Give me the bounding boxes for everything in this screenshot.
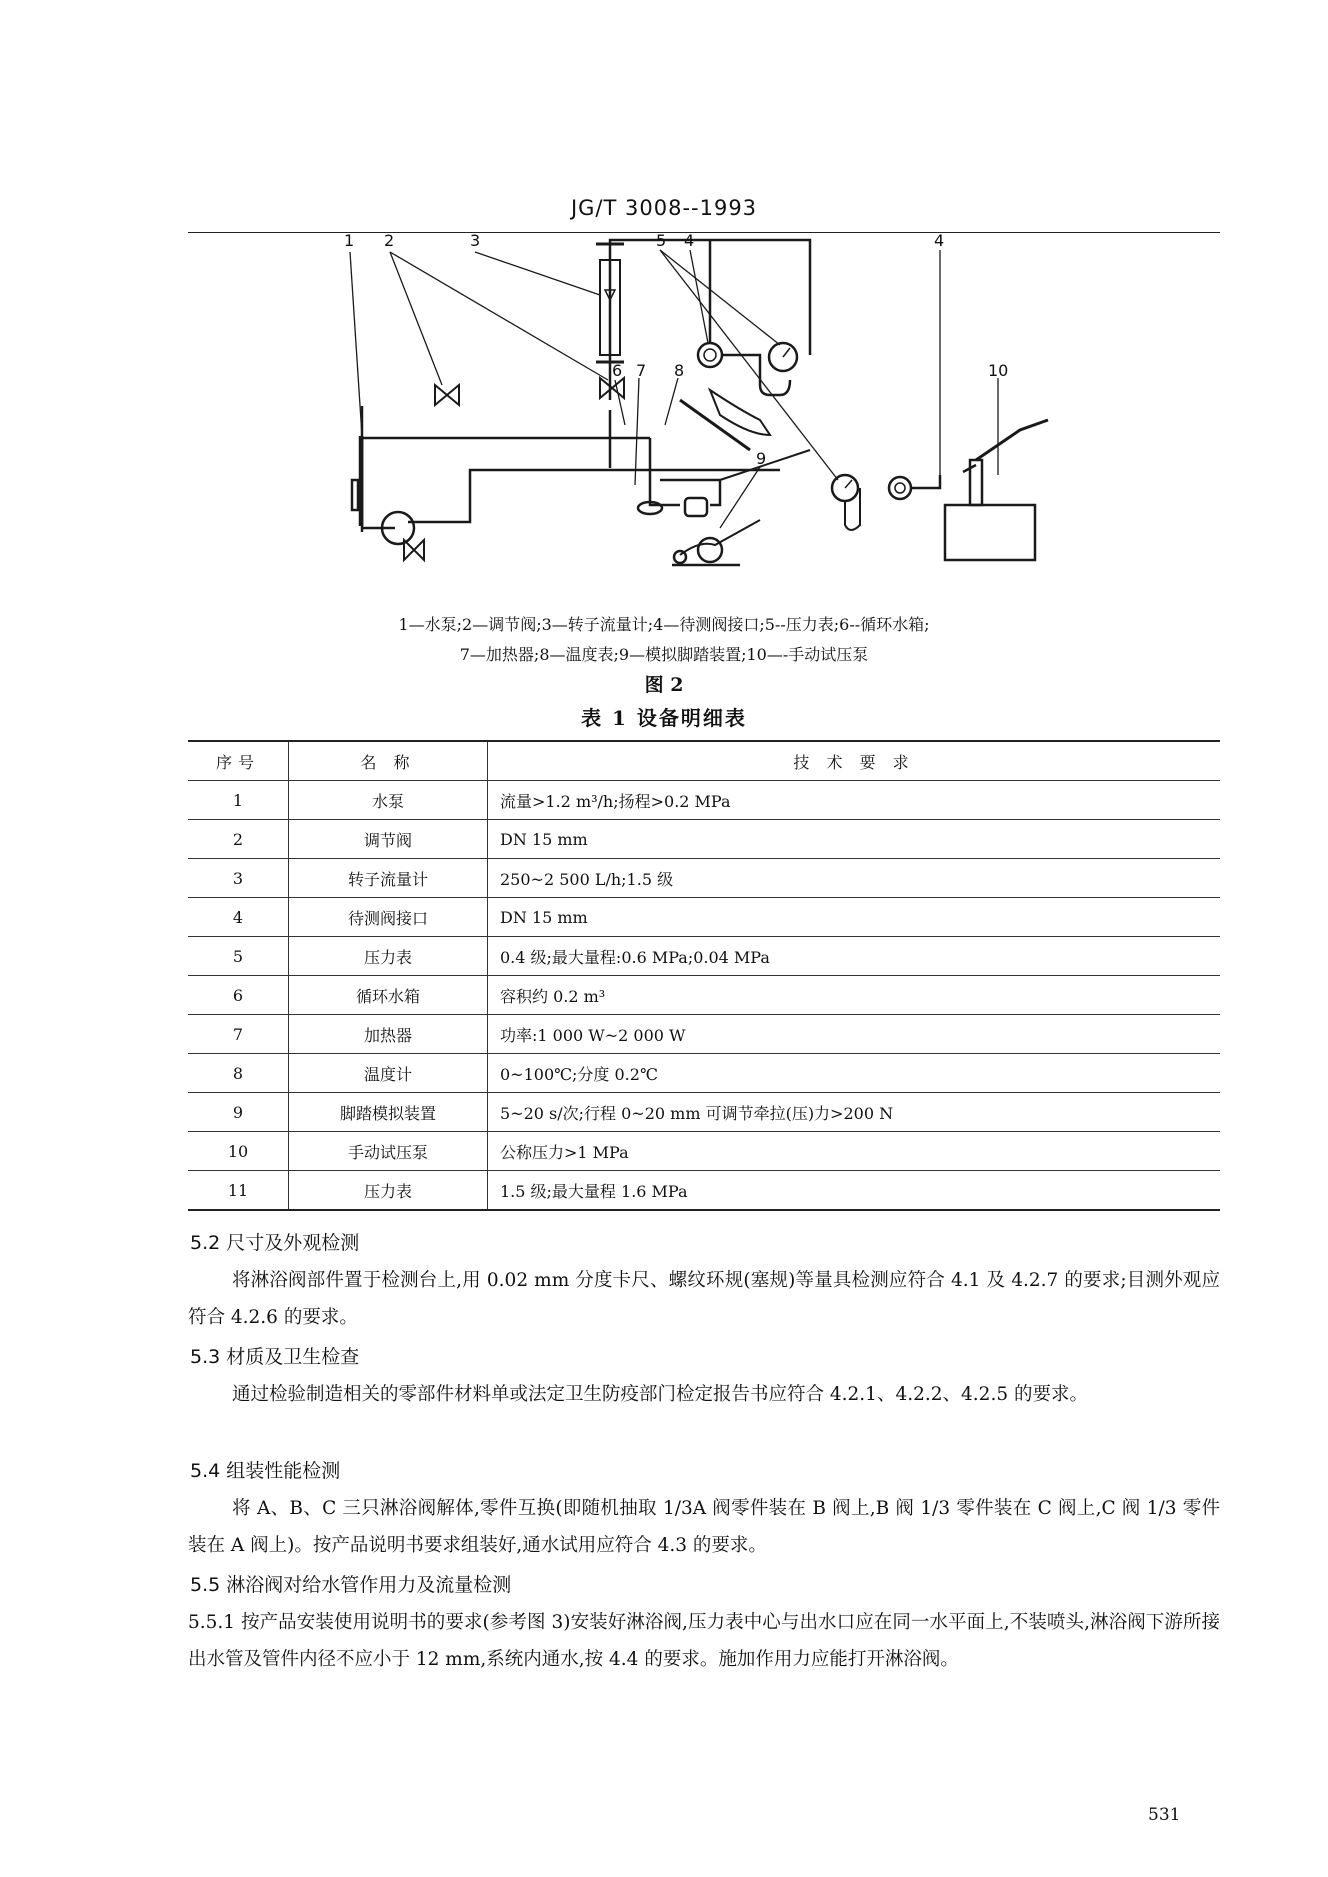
cell-index: 9 <box>188 1093 289 1132</box>
figure-label-9: 9 <box>756 449 767 468</box>
figure-label-8: 8 <box>674 361 685 380</box>
cell-name: 转子流量计 <box>289 859 488 898</box>
cell-requirement: 1.5 级;最大量程 1.6 MPa <box>488 1171 1221 1211</box>
table-row <box>188 1015 1220 1054</box>
table-row <box>188 820 1220 859</box>
figure-legend-line-1: 1—水泵;2—调节阀;3—转子流量计;4—待测阀接口;5--压力表;6--循环水箱; <box>398 615 930 634</box>
cell-requirement: 容积约 0.2 m³ <box>488 976 1221 1015</box>
figure-label-5: 5 <box>656 231 667 250</box>
cell-requirement: 0.4 级;最大量程:0.6 MPa;0.04 MPa <box>488 937 1221 976</box>
cell-index: 4 <box>188 898 289 937</box>
cell-index: 7 <box>188 1015 289 1054</box>
section-5-4-text: 将 A、B、C 三只淋浴阀解体,零件互换(即随机抽取 1/3A 阀零件装在 B 阀上,B 阀 1/3 零件装在 C 阀上,C 阀 1/3 零件装在 A 阀上)。按产品说明书要求组装好,通水试用应符合 4.3 的要求。 <box>188 1498 1220 1556</box>
figure-label-4: 4 <box>684 231 695 250</box>
cell-requirement: 250~2 500 L/h;1.5 级 <box>488 859 1221 898</box>
table-row <box>188 976 1220 1015</box>
table-row <box>188 859 1220 898</box>
cell-index: 1 <box>188 781 289 820</box>
figure-label-3: 3 <box>470 231 481 250</box>
thermometer-icon <box>680 400 750 450</box>
cell-name: 待测阀接口 <box>289 898 488 937</box>
cell-requirement: DN 15 mm <box>488 820 1221 859</box>
cell-requirement: 公称压力>1 MPa <box>488 1132 1221 1171</box>
equipment-spec-table <box>188 740 1220 1211</box>
regulating-valve-icon <box>435 385 459 405</box>
table-row <box>188 1054 1220 1093</box>
test-valve-interface-icon <box>698 343 722 367</box>
cell-name: 压力表 <box>289 937 488 976</box>
cell-name: 温度计 <box>289 1054 488 1093</box>
table-row <box>188 1132 1220 1171</box>
table-row <box>188 937 1220 976</box>
section-5-3-text: 通过检验制造相关的零部件材料单或法定卫生防疫部门检定报告书应符合 4.2.1、4.2.2、4.2.5 的要求。 <box>232 1384 1088 1405</box>
figure-label-1: 1 <box>344 231 355 250</box>
page-number: 531 <box>1148 1805 1181 1825</box>
section-5-2-heading: 5.2 尺寸及外观检测 <box>190 1232 360 1254</box>
section-5-5-1-text: 5.5.1 按产品安装使用说明书的要求(参考图 3)安装好淋浴阀,压力表中心与出水口应在同一水平面上,不装喷头,淋浴阀下游所接出水管及管件内径不应小于 12 mm,系统内通水,按 4.4 的要求。施加作用力应能打开淋浴阀。 <box>188 1612 1220 1670</box>
cell-index: 5 <box>188 937 289 976</box>
col-header-name: 名 称 <box>289 741 488 781</box>
figure-label-4b: 4 <box>934 231 945 250</box>
table-row <box>188 1093 1220 1132</box>
cell-name: 水泵 <box>289 781 488 820</box>
cell-index: 11 <box>188 1171 289 1211</box>
figure-label-6: 6 <box>612 361 623 380</box>
cell-name: 手动试压泵 <box>289 1132 488 1171</box>
cell-name: 脚踏模拟装置 <box>289 1093 488 1132</box>
cell-requirement: 流量>1.2 m³/h;扬程>0.2 MPa <box>488 781 1221 820</box>
cell-requirement: 5~20 s/次;行程 0~20 mm 可调节牵拉(压)力>200 N <box>488 1093 1221 1132</box>
document-code-header: JG/T 3008--1993 <box>570 196 758 220</box>
cell-requirement: DN 15 mm <box>488 898 1221 937</box>
section-5-4-heading: 5.4 组装性能检测 <box>190 1460 341 1482</box>
cell-requirement: 功率:1 000 W~2 000 W <box>488 1015 1221 1054</box>
hand-test-pump-icon <box>945 505 1035 560</box>
figure-legend-line-2: 7—加热器;8—温度表;9—模拟脚踏装置;10—-手动试压泵 <box>459 645 869 664</box>
table-row <box>188 898 1220 937</box>
cell-index: 10 <box>188 1132 289 1171</box>
cell-name: 循环水箱 <box>289 976 488 1015</box>
cell-name: 调节阀 <box>289 820 488 859</box>
figure-label-2: 2 <box>384 231 395 250</box>
foot-simulator-icon <box>698 538 722 562</box>
cell-index: 3 <box>188 859 289 898</box>
cell-index: 2 <box>188 820 289 859</box>
figure-label-7: 7 <box>636 361 647 380</box>
col-header-index: 序号 <box>188 741 289 781</box>
col-header-requirements: 技 术 要 求 <box>488 741 1221 781</box>
table-title: 表 1 设备明细表 <box>581 706 747 730</box>
figure-label-10: 10 <box>988 361 1009 380</box>
table-header-row <box>188 741 1220 781</box>
table-row <box>188 1171 1220 1211</box>
cell-index: 8 <box>188 1054 289 1093</box>
cell-name: 压力表 <box>289 1171 488 1211</box>
header-rule <box>188 232 1220 233</box>
cell-requirement: 0~100℃;分度 0.2℃ <box>488 1054 1221 1093</box>
cell-index: 6 <box>188 976 289 1015</box>
section-5-2-text: 将淋浴阀部件置于检测台上,用 0.02 mm 分度卡尺、螺纹环规(塞规)等量具检测应符合 4.1 及 4.2.7 的要求;目测外观应符合 4.2.6 的要求。 <box>188 1270 1220 1328</box>
table-row <box>188 781 1220 820</box>
cell-name: 加热器 <box>289 1015 488 1054</box>
section-5-5-heading: 5.5 淋浴阀对给水管作用力及流量检测 <box>190 1574 512 1596</box>
figure-title: 图 2 <box>644 674 684 696</box>
section-5-3-heading: 5.3 材质及卫生检查 <box>190 1346 360 1368</box>
test-apparatus-diagram <box>344 231 1040 570</box>
drain-valve-icon <box>404 540 424 560</box>
